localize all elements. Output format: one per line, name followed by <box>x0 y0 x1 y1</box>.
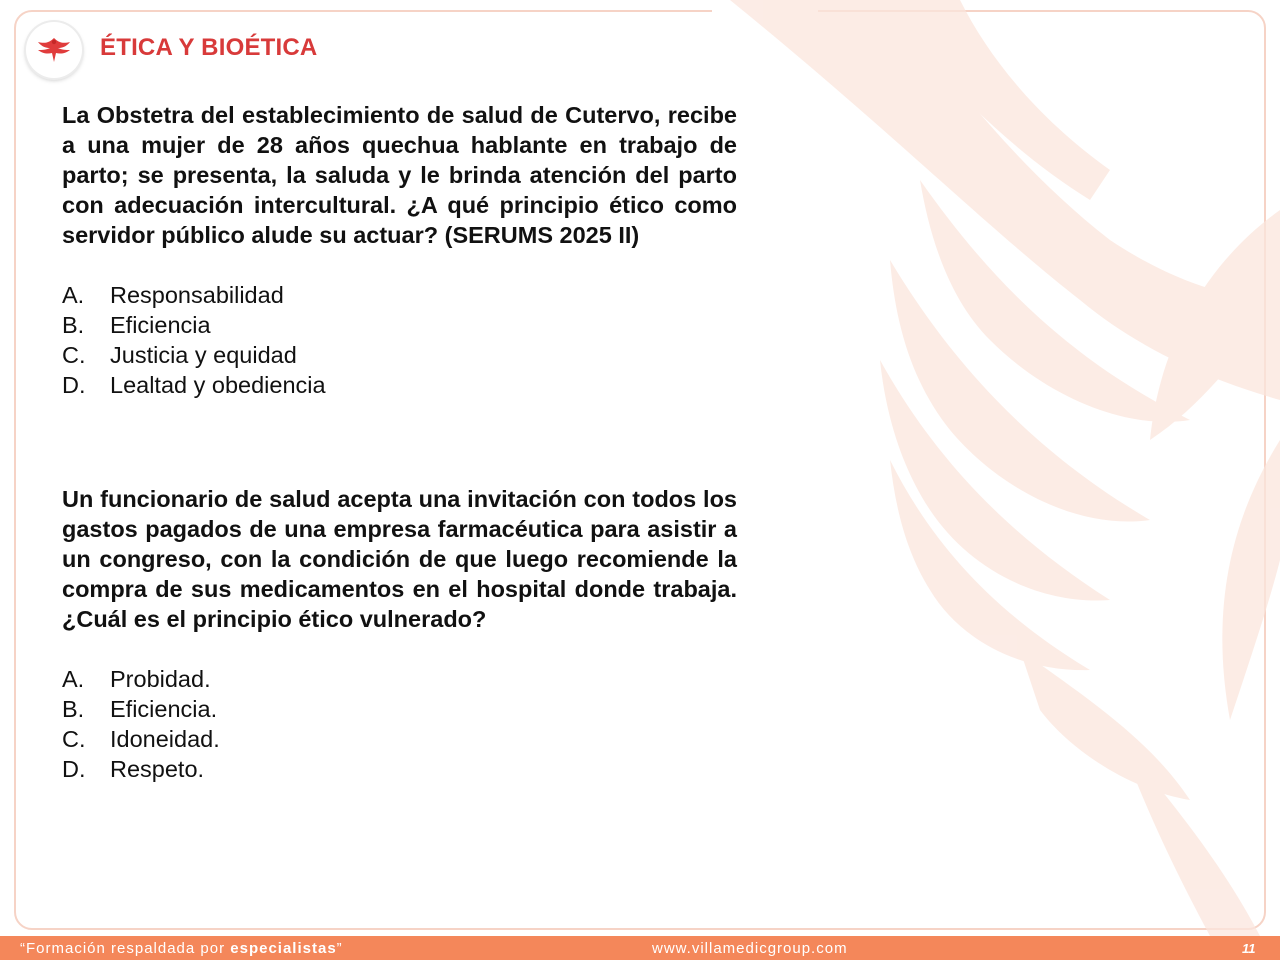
option-letter: C. <box>62 342 86 368</box>
option-c <box>62 724 220 754</box>
question-1-text: La Obstetra del establecimiento de salud de Cutervo, recibe a una mujer de 28 años quechua hablante en trabajo de parto; se presenta, la saluda y le brinda atención del parto con adecuación intercultural. ¿A qué principio ético como servidor público alude su actuar? (SERUMS 2025 II) <box>62 102 737 248</box>
option-d <box>62 754 220 784</box>
option-text: Lealtad y obediencia <box>110 372 326 398</box>
option-b <box>62 694 220 724</box>
option-b <box>62 310 326 340</box>
question-1-options <box>62 280 326 400</box>
option-text: Eficiencia. <box>110 696 218 722</box>
phoenix-watermark-icon <box>690 0 1280 936</box>
option-a <box>62 280 326 310</box>
option-d <box>62 370 326 400</box>
page-title: ÉTICA Y BIOÉTICA <box>100 34 318 61</box>
option-text: Responsabilidad <box>110 282 284 308</box>
option-letter: D. <box>62 756 86 782</box>
question-2-options <box>62 664 220 784</box>
footer-website-link[interactable]: www.villamedicgroup.com <box>652 940 848 957</box>
tagline-end: ” <box>336 940 343 957</box>
option-a <box>62 664 220 694</box>
footer-tagline <box>20 936 343 961</box>
option-c <box>62 340 326 370</box>
option-text: Probidad. <box>110 666 211 692</box>
page-number: 11 <box>1242 941 1256 956</box>
option-letter: A. <box>62 666 85 692</box>
option-text: Justicia y equidad <box>110 342 297 368</box>
tagline-start: “Formación respaldada por <box>20 940 231 957</box>
option-letter: B. <box>62 696 85 722</box>
tagline-bold: especialistas <box>230 940 337 957</box>
option-letter: B. <box>62 312 85 338</box>
option-text: Eficiencia <box>110 312 211 338</box>
footer-bar <box>0 936 1280 960</box>
option-letter: D. <box>62 372 86 398</box>
option-text: Idoneidad. <box>110 726 220 752</box>
option-letter: A. <box>62 282 85 308</box>
option-text: Respeto. <box>110 756 205 782</box>
logo-badge <box>26 22 82 78</box>
option-letter: C. <box>62 726 86 752</box>
phoenix-logo-icon <box>32 28 76 72</box>
question-2-text: Un funcionario de salud acepta una invitación con todos los gastos pagados de una empresa farmacéutica para asistir a un congreso, con la condición de que luego recomiende la compra de sus medicamentos en el hospital donde trabaja. ¿Cuál es el principio ético vulnerado? <box>62 486 737 632</box>
